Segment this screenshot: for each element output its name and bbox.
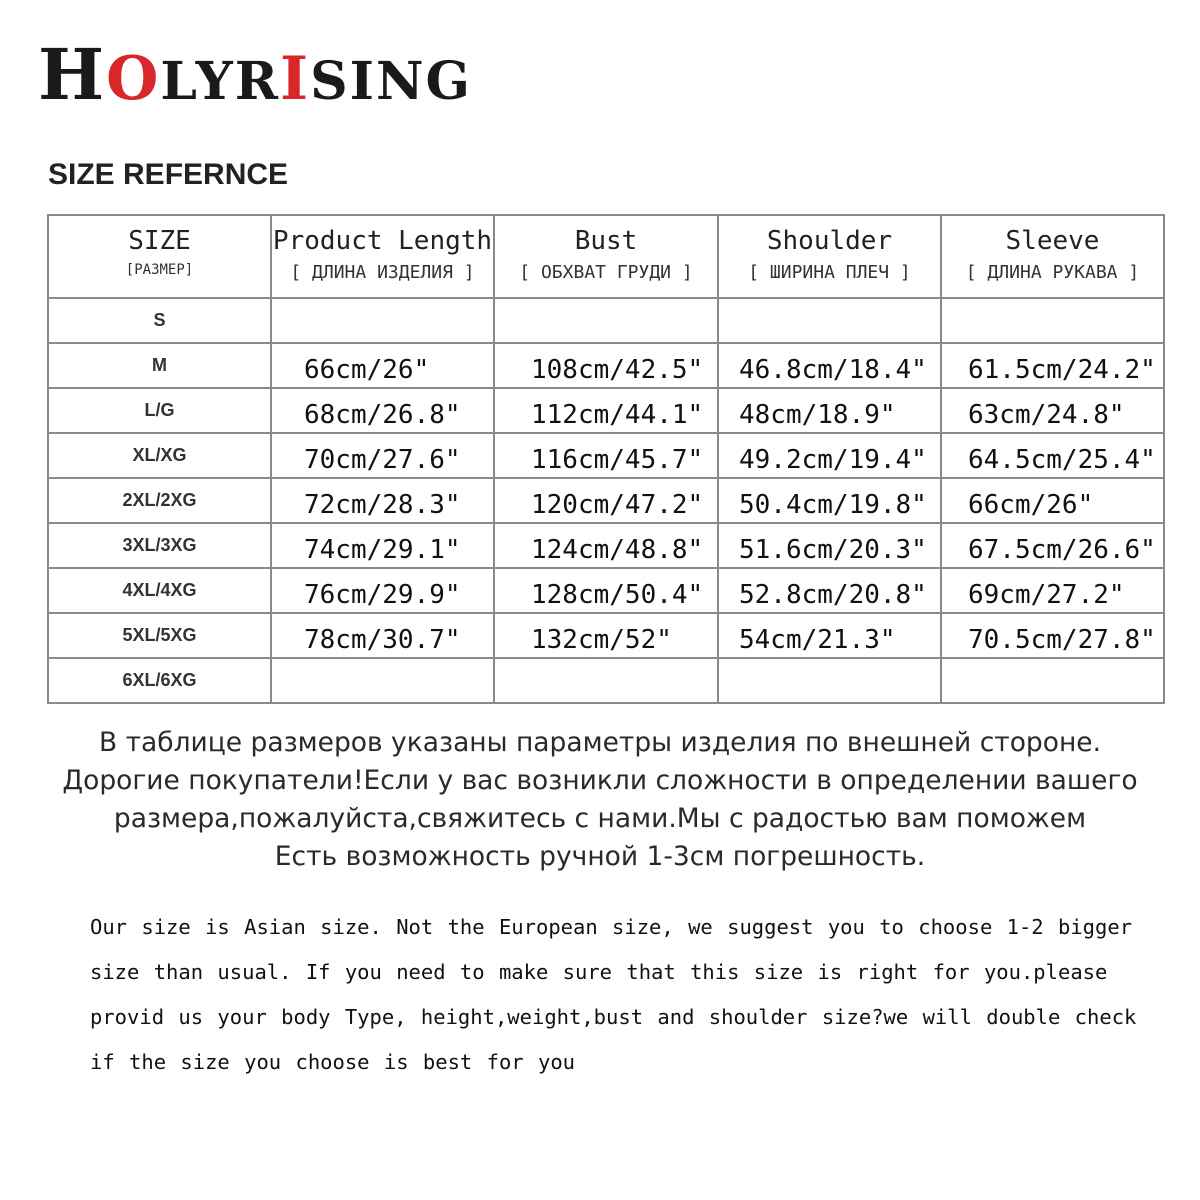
header-shoulder xyxy=(718,215,941,298)
bust-cell xyxy=(494,658,718,703)
bust-cell: 120cm/47.2" xyxy=(494,478,718,523)
logo-letter-h: H xyxy=(38,33,107,116)
english-notice-line: Our size is Asian size. Not the European size, we suggest you to choose 1-2 bigger xyxy=(90,915,1133,939)
table-row xyxy=(48,523,1164,568)
table-row xyxy=(48,433,1164,478)
table-row xyxy=(48,388,1164,433)
header-size-ru: [РАЗМЕР] xyxy=(125,262,194,278)
bust-cell: 116cm/45.7" xyxy=(494,433,718,478)
bust-cell: 124cm/48.8" xyxy=(494,523,718,568)
table-row xyxy=(48,613,1164,658)
logo-letter-i: I xyxy=(279,44,311,114)
russian-notice xyxy=(20,724,1180,876)
header-sleeve-ru: [ ДЛИНА РУКАВА ] xyxy=(965,262,1140,283)
shoulder-cell: 52.8cm/20.8" xyxy=(718,568,941,613)
header-bust-ru: [ ОБХВАТ ГРУДИ ] xyxy=(519,262,693,283)
bust-cell: 108cm/42.5" xyxy=(494,343,718,388)
header-bust-en: Bust xyxy=(574,226,638,256)
size-cell: 5XL/5XG xyxy=(48,613,271,658)
length-cell xyxy=(271,298,494,343)
bust-cell xyxy=(494,298,718,343)
brand-logo xyxy=(38,33,472,117)
shoulder-cell xyxy=(718,298,941,343)
bust-cell: 128cm/50.4" xyxy=(494,568,718,613)
length-cell: 66cm/26" xyxy=(271,343,494,388)
shoulder-cell: 46.8cm/18.4" xyxy=(718,343,941,388)
russian-notice-line: размера,пожалуйста,свяжитесь с нами.Мы с радостью вам поможем xyxy=(113,803,1087,834)
header-size-en: SIZE xyxy=(128,226,191,256)
russian-notice-line: Дорогие покупатели!Если у вас возникли сложности в определении вашего xyxy=(62,765,1138,796)
size-cell: S xyxy=(48,298,271,343)
english-notice-line: size than usual. If you need to make sure that this size is right for you.please xyxy=(90,960,1108,984)
shoulder-cell xyxy=(718,658,941,703)
english-notice-line: if the size you choose is best for you xyxy=(90,1050,575,1074)
bust-cell: 132cm/52" xyxy=(494,613,718,658)
header-shoulder-en: Shoulder xyxy=(766,226,893,256)
shoulder-cell: 49.2cm/19.4" xyxy=(718,433,941,478)
english-notice xyxy=(90,905,1180,1085)
table-row xyxy=(48,343,1164,388)
size-cell: 6XL/6XG xyxy=(48,658,271,703)
size-cell: 3XL/3XG xyxy=(48,523,271,568)
size-cell: XL/XG xyxy=(48,433,271,478)
size-table xyxy=(47,214,1165,704)
bust-cell: 112cm/44.1" xyxy=(494,388,718,433)
header-length-ru: [ ДЛИНА ИЗДЕЛИЯ ] xyxy=(290,262,475,283)
length-cell: 70cm/27.6" xyxy=(271,433,494,478)
table-row xyxy=(48,298,1164,343)
header-length-en: Product Length xyxy=(272,226,493,256)
length-cell: 68cm/26.8" xyxy=(271,388,494,433)
sleeve-cell xyxy=(941,658,1164,703)
sleeve-cell: 63cm/24.8" xyxy=(941,388,1164,433)
english-notice-line: provid us your body Type, height,weight,bust and shoulder size?we will double check xyxy=(90,1005,1137,1029)
sleeve-cell: 64.5cm/25.4" xyxy=(941,433,1164,478)
length-cell: 76cm/29.9" xyxy=(271,568,494,613)
size-cell: L/G xyxy=(48,388,271,433)
header-sleeve-en: Sleeve xyxy=(1005,226,1100,256)
table-row xyxy=(48,478,1164,523)
header-shoulder-ru: [ ШИРИНА ПЛЕЧ ] xyxy=(748,262,911,283)
length-cell: 72cm/28.3" xyxy=(271,478,494,523)
russian-notice-line: В таблице размеров указаны параметры изделия по внешней стороне. xyxy=(98,727,1102,758)
logo-letters-sing: SING xyxy=(310,51,472,112)
sleeve-cell xyxy=(941,298,1164,343)
logo-letters-lyr: LYR xyxy=(160,51,280,112)
shoulder-cell: 50.4cm/19.8" xyxy=(718,478,941,523)
sleeve-cell: 61.5cm/24.2" xyxy=(941,343,1164,388)
shoulder-cell: 54cm/21.3" xyxy=(718,613,941,658)
header-sleeve xyxy=(941,215,1164,298)
length-cell xyxy=(271,658,494,703)
length-cell: 78cm/30.7" xyxy=(271,613,494,658)
size-cell: 2XL/2XG xyxy=(48,478,271,523)
sleeve-cell: 70.5cm/27.8" xyxy=(941,613,1164,658)
length-cell: 74cm/29.1" xyxy=(271,523,494,568)
table-row xyxy=(48,658,1164,703)
russian-notice-line: Есть возможность ручной 1-3см погрешность. xyxy=(274,841,926,872)
sleeve-cell: 69cm/27.2" xyxy=(941,568,1164,613)
sleeve-cell: 66cm/26" xyxy=(941,478,1164,523)
size-cell: 4XL/4XG xyxy=(48,568,271,613)
size-cell: M xyxy=(48,343,271,388)
header-length xyxy=(271,215,494,298)
sleeve-cell: 67.5cm/26.6" xyxy=(941,523,1164,568)
header-bust xyxy=(494,215,718,298)
shoulder-cell: 51.6cm/20.3" xyxy=(718,523,941,568)
shoulder-cell: 48cm/18.9" xyxy=(718,388,941,433)
logo-letter-o: O xyxy=(106,44,161,114)
table-row xyxy=(48,568,1164,613)
table-header-row xyxy=(48,215,1164,298)
header-size xyxy=(48,215,271,298)
section-title: SIZE REFERNCE xyxy=(48,158,289,191)
